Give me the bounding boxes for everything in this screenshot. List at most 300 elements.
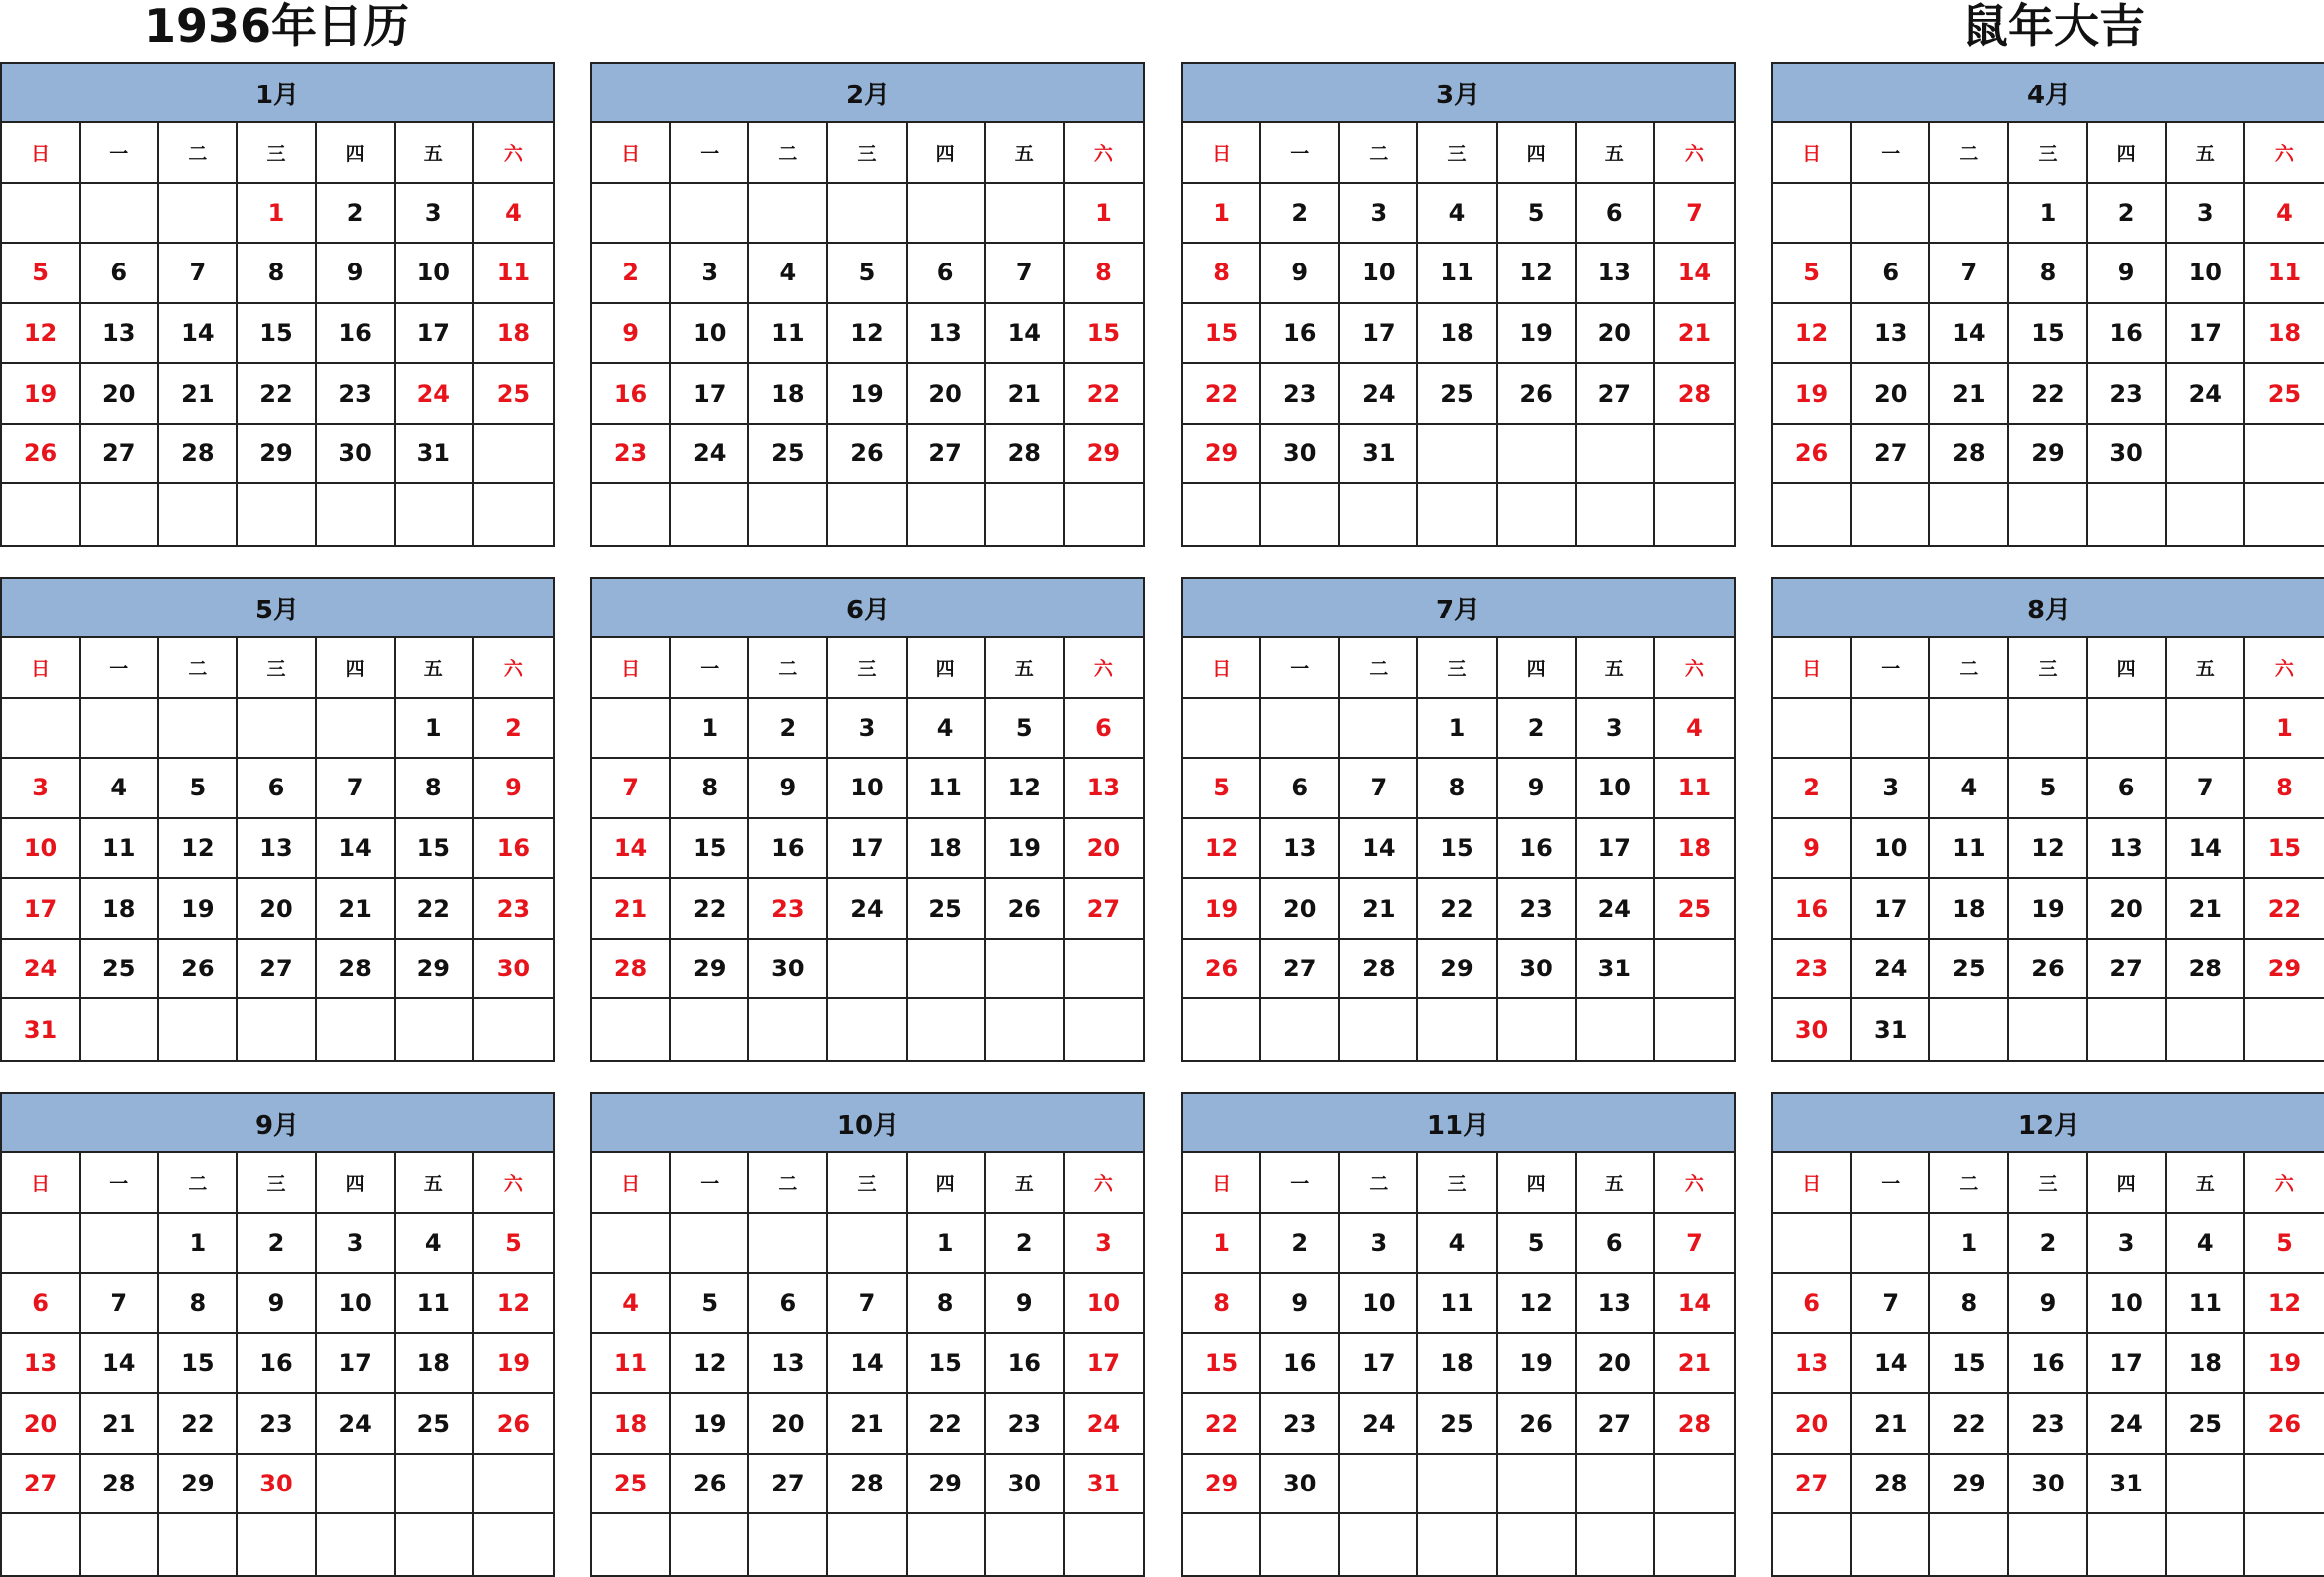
day-cell: 20 — [1086, 833, 1121, 862]
empty-cell — [1852, 1214, 1930, 1273]
month-calendar — [1771, 577, 2324, 1062]
day-cell: 15 — [1086, 318, 1121, 347]
empty-cell — [1183, 1514, 1261, 1575]
day-cell: 29 — [159, 1455, 238, 1513]
weekday-label: 二 — [159, 123, 238, 182]
day-cell: 19 — [496, 1348, 531, 1377]
day-cell: 8 — [908, 1274, 986, 1332]
week-row — [592, 999, 1143, 1060]
day-cell: 25 — [1418, 364, 1497, 423]
day-cell: 14 — [1677, 1289, 1712, 1317]
day-cell: 12 — [496, 1289, 531, 1317]
weekday-label: 一 — [1852, 123, 1930, 182]
day-cell: 17 — [671, 364, 749, 423]
day-cell: 9 — [986, 1274, 1065, 1332]
empty-cell — [159, 999, 238, 1060]
week-row — [592, 819, 1143, 880]
week-row — [1773, 425, 2324, 485]
week-row — [1773, 999, 2324, 1060]
empty-cell — [1852, 699, 1930, 758]
day-cell: 26 — [828, 425, 907, 483]
day-cell: 15 — [2267, 833, 2302, 862]
day-cell: 27 — [1773, 1455, 1852, 1513]
day-cell: 14 — [81, 1334, 159, 1393]
day-cell: 22 — [396, 879, 474, 938]
weekday-label: 三 — [828, 1153, 907, 1212]
day-cell: 20 — [1773, 1394, 1852, 1453]
week-row — [1773, 364, 2324, 425]
day-cell: 10 — [1340, 244, 1418, 302]
day-cell: 11 — [496, 259, 531, 287]
day-cell: 15 — [1183, 1334, 1261, 1393]
day-cell: 21 — [159, 364, 238, 423]
day-cell: 22 — [238, 364, 316, 423]
day-cell: 5 — [2009, 759, 2087, 817]
day-cell: 7 — [1340, 759, 1418, 817]
day-cell: 26 — [2, 425, 81, 483]
empty-cell — [474, 999, 553, 1060]
weekday-label: 日 — [592, 1153, 671, 1212]
day-cell: 18 — [908, 819, 986, 878]
empty-cell — [908, 184, 986, 243]
day-cell: 19 — [1183, 879, 1261, 938]
weekday-label: 日 — [1773, 638, 1852, 697]
day-cell: 10 — [1086, 1289, 1121, 1317]
empty-cell — [2167, 999, 2245, 1060]
empty-cell — [1261, 1514, 1340, 1575]
empty-cell — [1773, 1214, 1852, 1273]
week-row — [1773, 819, 2324, 880]
day-cell: 28 — [1677, 379, 1712, 408]
empty-cell — [1340, 1455, 1418, 1513]
week-row — [1183, 484, 1734, 545]
day-cell: 11 — [2167, 1274, 2245, 1332]
empty-cell — [2088, 1514, 2167, 1575]
day-cell: 19 — [2267, 1348, 2302, 1377]
day-cell: 9 — [592, 304, 671, 363]
day-cell: 14 — [1930, 304, 2009, 363]
day-cell: 9 — [2009, 1274, 2087, 1332]
day-cell: 9 — [317, 244, 396, 302]
empty-cell — [1773, 1514, 1852, 1575]
day-cell: 25 — [1930, 940, 2009, 998]
empty-cell — [908, 1514, 986, 1575]
empty-cell — [1065, 999, 1143, 1060]
day-cell: 14 — [2167, 819, 2245, 878]
weekday-header-row — [1183, 638, 1734, 699]
weekday-label: 四 — [2088, 123, 2167, 182]
day-cell: 11 — [1930, 819, 2009, 878]
day-cell: 13 — [238, 819, 316, 878]
day-cell: 5 — [986, 699, 1065, 758]
weekday-label: 三 — [238, 123, 316, 182]
day-cell: 25 — [749, 425, 828, 483]
weekday-label: 六 — [503, 142, 523, 165]
day-cell: 17 — [1852, 879, 1930, 938]
day-cell: 20 — [1852, 364, 1930, 423]
week-row — [592, 1514, 1143, 1575]
month-title: 11月 — [1183, 1094, 1734, 1153]
empty-cell — [238, 1514, 316, 1575]
empty-cell — [2088, 699, 2167, 758]
day-cell: 13 — [1577, 1274, 1655, 1332]
weekday-label: 六 — [503, 1172, 523, 1195]
empty-cell — [1498, 484, 1577, 545]
empty-cell — [1065, 1514, 1143, 1575]
empty-cell — [2, 1514, 81, 1575]
empty-cell — [474, 425, 553, 483]
day-cell: 8 — [238, 244, 316, 302]
empty-cell — [2245, 484, 2324, 545]
day-cell: 6 — [1095, 713, 1112, 742]
empty-cell — [828, 940, 907, 998]
week-row — [1183, 1455, 1734, 1515]
day-cell: 25 — [396, 1394, 474, 1453]
weekday-label: 六 — [503, 657, 523, 680]
day-cell: 7 — [81, 1274, 159, 1332]
weekday-label: 四 — [908, 1153, 986, 1212]
day-cell: 29 — [238, 425, 316, 483]
empty-cell — [1930, 699, 2009, 758]
weekday-label: 日 — [1773, 1153, 1852, 1212]
empty-cell — [1852, 484, 1930, 545]
empty-cell — [1261, 999, 1340, 1060]
week-row — [1183, 1514, 1734, 1575]
day-cell: 8 — [159, 1274, 238, 1332]
month-calendar — [590, 577, 1145, 1062]
day-cell: 23 — [1261, 1394, 1340, 1453]
empty-cell — [1340, 699, 1418, 758]
day-cell: 8 — [2009, 244, 2087, 302]
empty-cell — [908, 940, 986, 998]
day-cell: 21 — [828, 1394, 907, 1453]
weekday-header-row — [1183, 1153, 1734, 1214]
empty-cell — [238, 484, 316, 545]
weekday-label: 六 — [1684, 1172, 1704, 1195]
day-cell: 6 — [1261, 759, 1340, 817]
empty-cell — [1577, 484, 1655, 545]
weekday-header-row — [2, 638, 553, 699]
day-cell: 22 — [159, 1394, 238, 1453]
day-cell: 1 — [2276, 713, 2293, 742]
week-row — [592, 1334, 1143, 1395]
day-cell: 2 — [986, 1214, 1065, 1273]
day-cell: 3 — [1095, 1228, 1112, 1257]
day-cell: 4 — [908, 699, 986, 758]
empty-cell — [159, 699, 238, 758]
day-cell: 18 — [81, 879, 159, 938]
weekday-label: 五 — [986, 638, 1065, 697]
day-cell: 15 — [1930, 1334, 2009, 1393]
day-cell: 5 — [828, 244, 907, 302]
weekday-label: 五 — [1577, 638, 1655, 697]
week-row — [592, 699, 1143, 760]
empty-cell — [81, 999, 159, 1060]
week-row — [2, 940, 553, 1000]
day-cell: 12 — [1773, 304, 1852, 363]
day-cell: 28 — [159, 425, 238, 483]
empty-cell — [1183, 699, 1261, 758]
week-row — [1183, 304, 1734, 365]
day-cell: 2 — [592, 244, 671, 302]
week-row — [1773, 940, 2324, 1000]
empty-cell — [159, 184, 238, 243]
day-cell: 3 — [1340, 1214, 1418, 1273]
day-cell: 1 — [1418, 699, 1497, 758]
day-cell: 8 — [2276, 774, 2293, 802]
empty-cell — [2009, 699, 2087, 758]
week-row — [1183, 184, 1734, 245]
week-row — [1773, 699, 2324, 760]
day-cell: 11 — [1677, 774, 1712, 802]
day-cell: 21 — [1852, 1394, 1930, 1453]
empty-cell — [1340, 484, 1418, 545]
weekday-label: 二 — [159, 1153, 238, 1212]
empty-cell — [828, 1514, 907, 1575]
empty-cell — [749, 1514, 828, 1575]
day-cell: 24 — [2167, 364, 2245, 423]
weekday-label: 二 — [1340, 1153, 1418, 1212]
week-row — [1183, 244, 1734, 304]
month-calendar — [0, 577, 555, 1062]
weekday-label: 日 — [2, 638, 81, 697]
day-cell: 29 — [1086, 439, 1121, 468]
day-cell: 9 — [1261, 244, 1340, 302]
day-cell: 18 — [396, 1334, 474, 1393]
day-cell: 27 — [908, 425, 986, 483]
weekday-header-row — [1773, 123, 2324, 184]
week-row — [592, 759, 1143, 819]
calendar-grid — [0, 62, 2324, 1577]
day-cell: 16 — [317, 304, 396, 363]
weekday-label: 五 — [396, 123, 474, 182]
weekday-label: 四 — [317, 638, 396, 697]
day-cell: 2 — [505, 713, 522, 742]
day-cell: 20 — [908, 364, 986, 423]
day-cell: 8 — [1183, 1274, 1261, 1332]
day-cell: 18 — [592, 1394, 671, 1453]
day-cell: 5 — [2276, 1228, 2293, 1257]
weekday-label: 五 — [396, 638, 474, 697]
week-row — [1183, 1334, 1734, 1395]
weekday-label: 六 — [1093, 657, 1113, 680]
empty-cell — [986, 484, 1065, 545]
day-cell: 23 — [2088, 364, 2167, 423]
empty-cell — [159, 484, 238, 545]
day-cell: 4 — [1418, 184, 1497, 243]
weekday-label: 五 — [396, 1153, 474, 1212]
day-cell: 18 — [1418, 1334, 1497, 1393]
weekday-label: 四 — [2088, 638, 2167, 697]
empty-cell — [81, 1514, 159, 1575]
day-cell: 13 — [2088, 819, 2167, 878]
day-cell: 29 — [1183, 1455, 1261, 1513]
day-cell: 19 — [2009, 879, 2087, 938]
empty-cell — [2167, 699, 2245, 758]
empty-cell — [474, 1514, 553, 1575]
week-row — [1183, 699, 1734, 760]
week-row — [592, 184, 1143, 245]
day-cell: 15 — [238, 304, 316, 363]
day-cell: 21 — [1677, 318, 1712, 347]
day-cell: 14 — [1677, 259, 1712, 287]
day-cell: 30 — [317, 425, 396, 483]
day-cell: 27 — [749, 1455, 828, 1513]
day-cell: 3 — [396, 184, 474, 243]
empty-cell — [828, 484, 907, 545]
week-row — [2, 1514, 553, 1575]
empty-cell — [81, 1214, 159, 1273]
day-cell: 25 — [592, 1455, 671, 1513]
week-row — [2, 1274, 553, 1334]
day-cell: 6 — [1773, 1274, 1852, 1332]
day-cell: 1 — [238, 184, 316, 243]
day-cell: 3 — [1340, 184, 1418, 243]
day-cell: 17 — [317, 1334, 396, 1393]
day-cell: 9 — [2088, 244, 2167, 302]
day-cell: 7 — [592, 759, 671, 817]
weekday-header-row — [2, 123, 553, 184]
day-cell: 13 — [2, 1334, 81, 1393]
day-cell: 14 — [317, 819, 396, 878]
weekday-header-row — [2, 1153, 553, 1214]
day-cell: 1 — [1183, 1214, 1261, 1273]
empty-cell — [396, 999, 474, 1060]
empty-cell — [2167, 425, 2245, 483]
empty-cell — [2, 484, 81, 545]
week-row — [592, 425, 1143, 485]
day-cell: 26 — [2267, 1409, 2302, 1438]
day-cell: 28 — [986, 425, 1065, 483]
day-cell: 16 — [1498, 819, 1577, 878]
day-cell: 7 — [1686, 1228, 1703, 1257]
day-cell: 3 — [828, 699, 907, 758]
empty-cell — [474, 1455, 553, 1513]
week-row — [1183, 1214, 1734, 1275]
empty-cell — [1498, 1514, 1577, 1575]
day-cell: 9 — [1498, 759, 1577, 817]
day-cell: 24 — [1340, 1394, 1418, 1453]
empty-cell — [2, 184, 81, 243]
weekday-label: 三 — [1418, 123, 1497, 182]
weekday-label: 一 — [81, 123, 159, 182]
day-cell: 25 — [2267, 379, 2302, 408]
day-cell: 23 — [1773, 940, 1852, 998]
empty-cell — [1930, 184, 2009, 243]
weekday-label: 三 — [2009, 123, 2087, 182]
weekday-label: 五 — [986, 1153, 1065, 1212]
day-cell: 13 — [81, 304, 159, 363]
week-row — [2, 1455, 553, 1515]
day-cell: 16 — [749, 819, 828, 878]
day-cell: 19 — [986, 819, 1065, 878]
day-cell: 13 — [908, 304, 986, 363]
weekday-label: 六 — [2274, 1172, 2294, 1195]
empty-cell — [317, 999, 396, 1060]
weekday-label: 六 — [1093, 142, 1113, 165]
day-cell: 27 — [1577, 1394, 1655, 1453]
day-cell: 3 — [2, 759, 81, 817]
day-cell: 17 — [828, 819, 907, 878]
empty-cell — [1065, 484, 1143, 545]
day-cell: 5 — [159, 759, 238, 817]
weekday-label: 四 — [317, 1153, 396, 1212]
day-cell: 10 — [2088, 1274, 2167, 1332]
day-cell: 24 — [1852, 940, 1930, 998]
day-cell: 1 — [908, 1214, 986, 1273]
week-row — [592, 940, 1143, 1000]
day-cell: 20 — [1261, 879, 1340, 938]
empty-cell — [749, 184, 828, 243]
empty-cell — [1773, 484, 1852, 545]
day-cell: 4 — [2167, 1214, 2245, 1273]
empty-cell — [2245, 1514, 2324, 1575]
empty-cell — [671, 1514, 749, 1575]
empty-cell — [1498, 999, 1577, 1060]
week-row — [1773, 304, 2324, 365]
day-cell: 11 — [81, 819, 159, 878]
day-cell: 19 — [2, 364, 81, 423]
page-title: 1936年日历 — [144, 0, 410, 53]
day-cell: 7 — [1930, 244, 2009, 302]
day-cell: 24 — [1577, 879, 1655, 938]
month-title: 1月 — [2, 64, 553, 123]
day-cell: 8 — [1095, 259, 1112, 287]
day-cell: 17 — [396, 304, 474, 363]
day-cell: 2 — [238, 1214, 316, 1273]
empty-cell — [1183, 999, 1261, 1060]
empty-cell — [1852, 1514, 1930, 1575]
weekday-label: 二 — [1930, 638, 2009, 697]
week-row — [1773, 484, 2324, 545]
month-title: 2月 — [592, 64, 1143, 123]
day-cell: 15 — [1418, 819, 1497, 878]
empty-cell — [1655, 425, 1734, 483]
week-row — [592, 304, 1143, 365]
day-cell: 27 — [1261, 940, 1340, 998]
day-cell: 3 — [671, 244, 749, 302]
day-cell: 30 — [2009, 1455, 2087, 1513]
day-cell: 16 — [1261, 1334, 1340, 1393]
weekday-label: 日 — [1183, 638, 1261, 697]
day-cell: 1 — [1183, 184, 1261, 243]
day-cell: 4 — [592, 1274, 671, 1332]
day-cell: 9 — [238, 1274, 316, 1332]
month-title: 7月 — [1183, 579, 1734, 638]
week-row — [2, 1394, 553, 1455]
day-cell: 29 — [1183, 425, 1261, 483]
day-cell: 24 — [2088, 1394, 2167, 1453]
day-cell: 18 — [1677, 833, 1712, 862]
day-cell: 21 — [1930, 364, 2009, 423]
weekday-header-row — [1183, 123, 1734, 184]
empty-cell — [317, 1514, 396, 1575]
day-cell: 8 — [1930, 1274, 2009, 1332]
weekday-label: 日 — [2, 123, 81, 182]
week-row — [2, 1214, 553, 1275]
weekday-label: 日 — [592, 123, 671, 182]
day-cell: 3 — [1852, 759, 1930, 817]
day-cell: 26 — [671, 1455, 749, 1513]
empty-cell — [2167, 1514, 2245, 1575]
empty-cell — [2, 699, 81, 758]
day-cell: 9 — [505, 774, 522, 802]
weekday-header-row — [592, 1153, 1143, 1214]
day-cell: 8 — [396, 759, 474, 817]
weekday-label: 三 — [2009, 638, 2087, 697]
weekday-label: 四 — [317, 123, 396, 182]
day-cell: 4 — [1930, 759, 2009, 817]
